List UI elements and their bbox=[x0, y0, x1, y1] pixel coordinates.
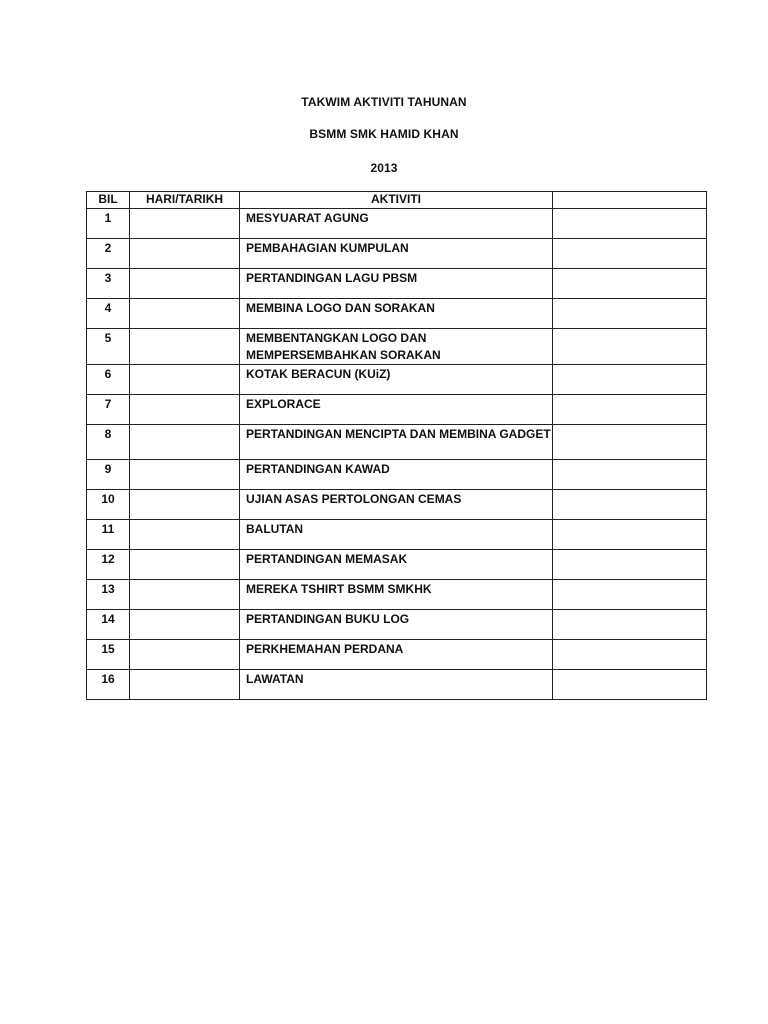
cell-hari-tarikh bbox=[130, 550, 240, 580]
cell-bil: 8 bbox=[87, 425, 130, 460]
cell-hari-tarikh bbox=[130, 269, 240, 299]
cell-bil: 15 bbox=[87, 640, 130, 670]
cell-extra bbox=[553, 670, 707, 700]
cell-bil: 13 bbox=[87, 580, 130, 610]
cell-aktiviti: UJIAN ASAS PERTOLONGAN CEMAS bbox=[240, 490, 553, 520]
cell-hari-tarikh bbox=[130, 299, 240, 329]
cell-bil: 12 bbox=[87, 550, 130, 580]
cell-hari-tarikh bbox=[130, 580, 240, 610]
table-row bbox=[87, 640, 707, 670]
table-row bbox=[87, 550, 707, 580]
cell-aktiviti: BALUTAN bbox=[240, 520, 553, 550]
cell-extra bbox=[553, 329, 707, 365]
table-row bbox=[87, 239, 707, 269]
cell-extra bbox=[553, 520, 707, 550]
cell-aktiviti: PERKHEMAHAN PERDANA bbox=[240, 640, 553, 670]
cell-hari-tarikh bbox=[130, 670, 240, 700]
cell-aktiviti: MEMBENTANGKAN LOGO DAN MEMPERSEMBAHKAN SORAKAN bbox=[240, 329, 553, 365]
cell-hari-tarikh bbox=[130, 365, 240, 395]
cell-hari-tarikh bbox=[130, 520, 240, 550]
cell-bil: 16 bbox=[87, 670, 130, 700]
cell-aktiviti: EXPLORACE bbox=[240, 395, 553, 425]
cell-extra bbox=[553, 550, 707, 580]
cell-aktiviti: PERTANDINGAN LAGU PBSM bbox=[240, 269, 553, 299]
cell-bil: 2 bbox=[87, 239, 130, 269]
cell-extra bbox=[553, 610, 707, 640]
cell-extra bbox=[553, 239, 707, 269]
cell-aktiviti: LAWATAN bbox=[240, 670, 553, 700]
cell-hari-tarikh bbox=[130, 425, 240, 460]
cell-aktiviti: MEREKA TSHIRT BSMM SMKHK bbox=[240, 580, 553, 610]
cell-extra bbox=[553, 640, 707, 670]
cell-extra bbox=[553, 209, 707, 239]
cell-extra bbox=[553, 299, 707, 329]
table-row bbox=[87, 460, 707, 490]
table-row bbox=[87, 520, 707, 550]
header-aktiviti: AKTIVITI bbox=[240, 192, 553, 209]
document-title: TAKWIM AKTIVITI TAHUNAN bbox=[301, 95, 467, 109]
cell-aktiviti: MESYUARAT AGUNG bbox=[240, 209, 553, 239]
cell-aktiviti: PERTANDINGAN MENCIPTA DAN MEMBINA GADGET bbox=[240, 425, 553, 460]
cell-aktiviti: PERTANDINGAN MEMASAK bbox=[240, 550, 553, 580]
cell-bil: 11 bbox=[87, 520, 130, 550]
cell-bil: 10 bbox=[87, 490, 130, 520]
table-row bbox=[87, 299, 707, 329]
table-row bbox=[87, 209, 707, 239]
cell-hari-tarikh bbox=[130, 490, 240, 520]
table-row bbox=[87, 269, 707, 299]
table-row bbox=[87, 395, 707, 425]
table-row bbox=[87, 329, 707, 365]
cell-bil: 7 bbox=[87, 395, 130, 425]
cell-aktiviti: PEMBAHAGIAN KUMPULAN bbox=[240, 239, 553, 269]
cell-extra bbox=[553, 425, 707, 460]
cell-extra bbox=[553, 580, 707, 610]
cell-aktiviti: PERTANDINGAN BUKU LOG bbox=[240, 610, 553, 640]
header-hari-tarikh: HARI/TARIKH bbox=[130, 192, 240, 209]
cell-aktiviti: KOTAK BERACUN (KUiZ) bbox=[240, 365, 553, 395]
header-extra bbox=[553, 192, 707, 209]
table-row bbox=[87, 670, 707, 700]
cell-hari-tarikh bbox=[130, 239, 240, 269]
activity-calendar-table bbox=[86, 191, 707, 700]
table-header-row bbox=[87, 192, 707, 209]
cell-hari-tarikh bbox=[130, 329, 240, 365]
table-row bbox=[87, 365, 707, 395]
document-year: 2013 bbox=[370, 161, 398, 175]
cell-extra bbox=[553, 269, 707, 299]
cell-hari-tarikh bbox=[130, 209, 240, 239]
cell-extra bbox=[553, 365, 707, 395]
cell-bil: 5 bbox=[87, 329, 130, 365]
cell-bil: 1 bbox=[87, 209, 130, 239]
header-bil: BIL bbox=[87, 192, 130, 209]
cell-bil: 3 bbox=[87, 269, 130, 299]
cell-aktiviti: PERTANDINGAN KAWAD bbox=[240, 460, 553, 490]
cell-hari-tarikh bbox=[130, 640, 240, 670]
cell-extra bbox=[553, 460, 707, 490]
document-subtitle: BSMM SMK HAMID KHAN bbox=[309, 127, 459, 141]
cell-hari-tarikh bbox=[130, 610, 240, 640]
table-row bbox=[87, 490, 707, 520]
cell-bil: 14 bbox=[87, 610, 130, 640]
cell-bil: 9 bbox=[87, 460, 130, 490]
table-row bbox=[87, 610, 707, 640]
cell-aktiviti: MEMBINA LOGO DAN SORAKAN bbox=[240, 299, 553, 329]
cell-hari-tarikh bbox=[130, 395, 240, 425]
cell-bil: 4 bbox=[87, 299, 130, 329]
table-row bbox=[87, 425, 707, 460]
cell-extra bbox=[553, 490, 707, 520]
cell-extra bbox=[553, 395, 707, 425]
table-row bbox=[87, 580, 707, 610]
cell-hari-tarikh bbox=[130, 460, 240, 490]
cell-bil: 6 bbox=[87, 365, 130, 395]
